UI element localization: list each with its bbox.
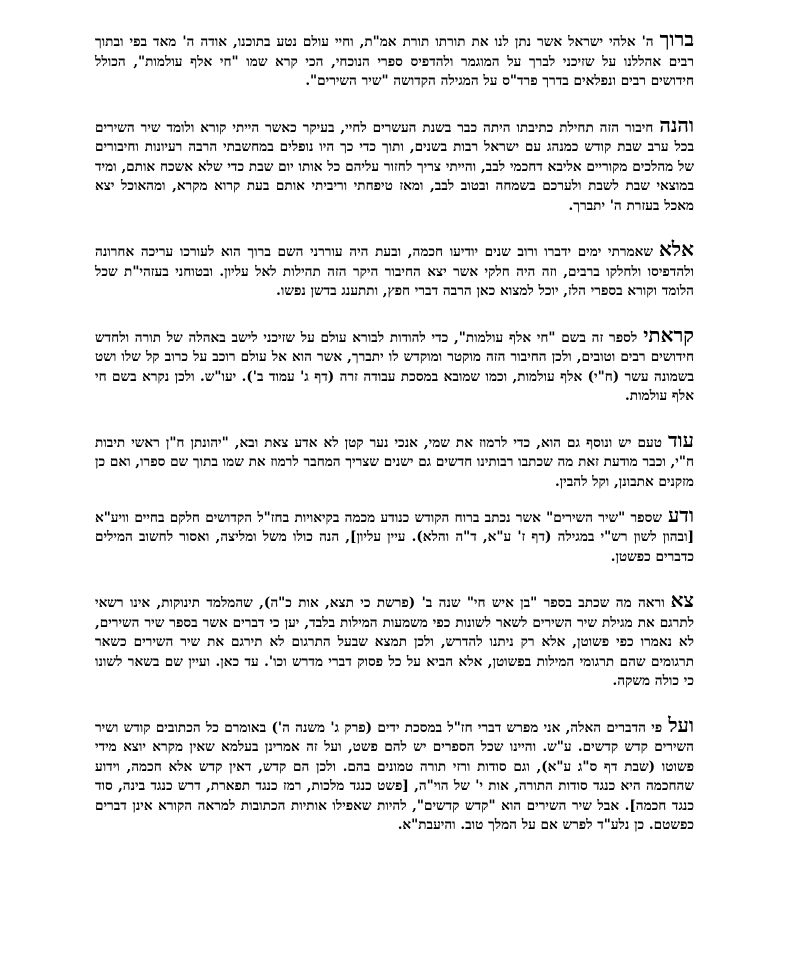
paragraph-8 [95, 712, 694, 836]
lead-word: קראתי [643, 322, 694, 347]
paragraph-text: שספר "שיר השירים" אשר נכתב ברוח הקודש כנודע מכמה בקיאויות בחז"ל הקדושים חלקם בחיים וויע"א [ובהון לשון רש"י במגילה (דף ז' ע"א, ד"ה והלא). עיין עליון], הנה כולו משל ומליצה, ואסור לחשוב המילים כדברים כפשטן. [95, 509, 694, 565]
paragraph-3 [95, 237, 694, 302]
paragraph-text: טעם יש ונוסף גם הוא, כדי לרמוז את שמי, אנכי נער קטן לא אדע צאת ובא, "יהונתן ח"ן ראשי תיבות ח"י, וכבר מודעת זאת מה שכתבו רבותינו חדשים גם ישנים שצריך המחבר לרמוז את שמו בתוך שם ספרו, ואם כן מזקנים אתבונן, וקל להבין. [95, 434, 694, 490]
book-title-bold: חי אלף עולמות. [95, 368, 694, 404]
lead-word: אלא [658, 237, 694, 261]
paragraph-text: פי הדברים האלה, אני מפרש דברי חז"ל במסכת ידים (פרק ג' משנה ה') באומרם כל הכתובים קודש ושיר השירים קדש קדשים. ע"ש. והיינו שכל הספרים יש להם פשט, ועל זה אמרינן בעלמא שאין מקרא יוצא מידי פשוטו (שבת דף ס"ג ע"א), וגם סודות ורזי תורה טמונים בהם. ולכן הם קדש, דאין קדש אלא חכמה, וידוע שהחכמה היא כנגד סודות התורה, אות י' של הוי"ה, [פשט כנגד מלכות, רמז כנגד תפארת, דרש כנגד בינה, סוד כנגד חכמה]. אבל שיר השירים הוא "קדש קדשים", להיות שאפילו אותיות הכתובות למראה הקורא אינן דברים כפשטם. כן נלע"ד לפרש אם על המלך טוב. והיעבת"א. [95, 719, 694, 834]
lead-word: צא [670, 588, 694, 613]
paragraph-text: חיבור הזה תחילת כתיבתו היתה כבר בשנת העשרים לחיי, בעיקר כאשר הייתי קורא ולומד שיר השירים בכל ערב שבת קודש כמנהג עם ישראל רבות בשנים, ותוך כדי כך היו נופלים במחשבתי הרבה רעיונות וחיבורים של מהלכים מקוריים אליבא דחכמי לבב, והייתי צריך לחזור עליהם כל אותו יום שבת כדי שלא אשכח אותם, ומיד במוצאי שבת לשבת ולערכם בשמחה ובטוב לבב, ומאז טיפחתי וריביתי אותם בעת קרוא מקרא, ומהאוכל יצא מאכל בעזרת ה' יתברך. [95, 119, 694, 214]
paragraph-7 [95, 588, 694, 692]
lead-word: עוד [667, 427, 694, 452]
lead-word: ברוך [659, 27, 694, 51]
paragraph-text: שאמרתי ימים ידברו ורוב שנים יודיעו חכמה, ובעת היה עוררני השם ברוך הוא לעורכו עריכה אחרונה ולהדפיסו ולחלקו ברבים, וזה היה חלקי אשר יצא החיבור היקר הזה תהילות לאל עליון. ובטוחני בעזהי"ת שכל הלומד וקורא בספרי הלז, יוכל למצוא כאן הרבה דברי חפץ, ותתענג בדשן נפשו. [95, 244, 694, 299]
paragraph-text: ה' אלהי ישראל אשר נתן לנו את תורתו תורת אמ"ת, וחיי עולם נטע בתוכנו, אודה ה' מאד בפי ובתוך רבים אהללנו על שזיכני לברך על המוגמר ולהדפיס ספרי הנוכחי, הכי קרא שמו "חי אלף עולמות", הכולל חידושים רבים ונפלאים בדרך פרד"ס על המגילה הקדושה "שיר השירים". [95, 34, 694, 89]
paragraph-5 [95, 427, 694, 493]
paragraph-text: וראה מה שכתב בספר "בן איש חי" שנה ב' (פרשת כי תצא, אות כ"ה), שהמלמד תינוקות, אינו רשאי לתרגם את מגילת שיר השירים לשאר לשונות כפי משמעות המילות בלבד, יען כי דברים אשר בספר שיר השירים, לא נאמרו כפי פשוטן, אלא רק ניתנו להדרש, ולכן תמצא שבעל התרגום לא תירגם את שיר השירים כשאר תרגומים שהם תרגומי המילות בפשוטן, אלא הביא על כל פסוק דברי מדרש וכו'. עד כאן. ועיין שם בשאר לשונו כי כולה משקה. [95, 595, 694, 690]
paragraph-text: לספר זה בשם "חי אלף עולמות", כדי להודות לבורא עולם על שזיכני לישב באהלה של תורה ולחדש חידושים רבים וטובים, ולכן החיבור הזה מוקטר ומוקדש לו יתברך, אשר הוא אל עולם רוכב על כרוב קל שלו ושט בשמונה עשר (ח"י) אלף עולמות, וכמו שמובא במסכת עבודה זרה (דף ג' עמוד ב'). יעו"ש. ולכן נקרא בשם [95, 329, 694, 385]
paragraph-6 [95, 502, 694, 568]
lead-word: והנה [659, 112, 694, 137]
paragraph-4 [95, 322, 694, 407]
lead-word: ודע [667, 502, 694, 527]
lead-word: ועל [668, 712, 694, 737]
paragraph-2 [95, 112, 694, 217]
paragraph-1 [95, 27, 694, 92]
